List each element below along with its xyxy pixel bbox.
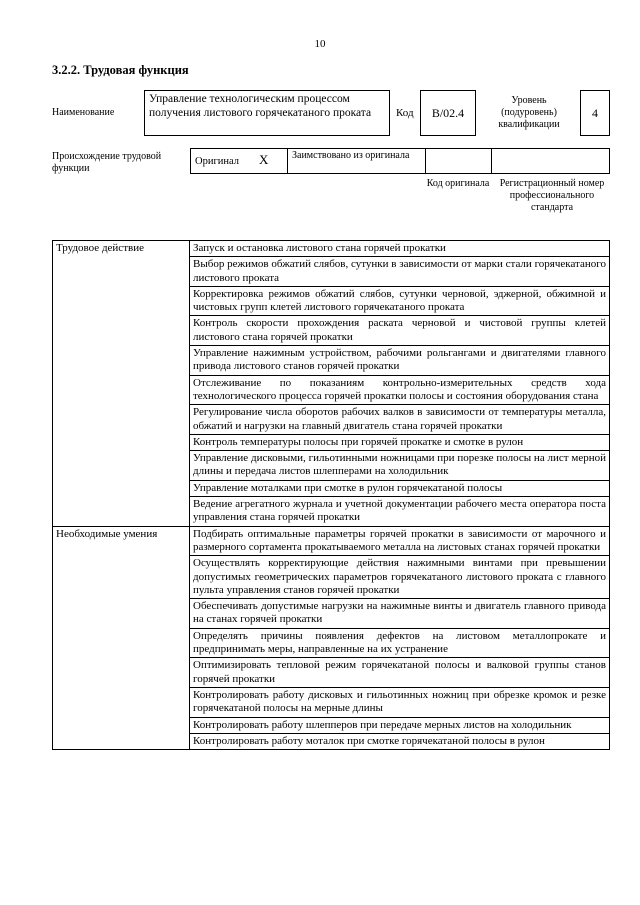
table-cell-item: Подбирать оптимальные параметры горячей прокатки в зависимости от марочного и размерного сортамента прокатываемого металла на листовых станах горячей прокатки: [190, 526, 610, 556]
section-title-required-skills: Необходимые умения: [53, 526, 190, 749]
table-cell-item: Управление дисковыми, гильотинными ножницами при порезке полосы на лист мерной длины и передача листов шлепперами на холодильник: [190, 451, 610, 481]
table-cell-item: Осуществлять корректирующие действия нажимными винтами при превышении допустимых геометрических параметров горячекатаного листового проката с главного пульта управления станов горячей прокатки: [190, 556, 610, 599]
level-value-box: [580, 90, 610, 136]
table-cell-item: Контролировать работу шлепперов при передаче мерных листов на холодильник: [190, 717, 610, 733]
naimenovanie-label: Наименование: [52, 107, 115, 118]
table-cell-item: Контролировать работу моталок при смотке горячекатаной полосы в рулон: [190, 733, 610, 749]
table-cell-item: Оптимизировать тепловой режим горячекатаной полосы и валковой группы станов горячей прокатки: [190, 658, 610, 688]
table-cell-item: Контролировать работу дисковых и гильотинных ножниц при обрезке кромок и резке горячекатаной полосы на мерные длины: [190, 687, 610, 717]
kod-value-box: [420, 90, 476, 136]
table-cell-item: Контроль температуры полосы при горячей прокатке и смотке в рулон: [190, 434, 610, 450]
original-label: Оригинал: [195, 156, 239, 167]
kod-originala-label: Код оригинала: [426, 178, 490, 189]
original-mark: X: [259, 152, 269, 167]
origin-label: Происхождение трудовой функции: [52, 151, 162, 174]
table-cell-item: Корректировка режимов обжатий слябов, сутунки черновой, эджерной, обжимной и чистовых групп клетей листового горячекатаного проката: [190, 286, 610, 316]
level-value: 4: [592, 105, 598, 120]
labor-function-table: [52, 240, 610, 750]
origin-divider-3: [491, 148, 492, 174]
section-heading: 3.2.2. Трудовая функция: [52, 63, 189, 77]
table-cell-item: Запуск и остановка листового стана горячей прокатки: [190, 241, 610, 257]
table-cell-item: Определять причины появления дефектов на листовом металлопрокате и предпринимать меры, направленные на их устранение: [190, 628, 610, 658]
kod-label: Код: [396, 107, 414, 119]
table-cell-item: Регулирование числа оборотов рабочих валков в зависимости от температуры металла, обжатий и нагрузки на главный двигатель стана горячей прокатки: [190, 405, 610, 435]
page-number: 10: [314, 38, 326, 50]
origin-divider-2: [425, 148, 426, 174]
borrowed-label: Заимствовано из оригинала: [292, 150, 410, 161]
function-name-box: [144, 90, 390, 136]
kod-value: B/02.4: [431, 105, 465, 120]
section-title-labor-actions: Трудовое действие: [53, 241, 190, 527]
table-cell-item: Обеспечивать допустимые нагрузки на нажимные винты и двигатель главного привода на станах горячей прокатки: [190, 599, 610, 629]
table-row: [53, 526, 610, 556]
origin-divider-1: [287, 148, 288, 174]
table-cell-item: Контроль скорости прохождения раската черновой и чистовой группы клетей листового стана горячей прокатки: [190, 316, 610, 346]
level-label: Уровень (подуровень) квалификации: [498, 95, 560, 130]
table-cell-item: Управление нажимным устройством, рабочими рольгангами и двигателями главного привода листового станов горячей прокатки: [190, 346, 610, 376]
table-cell-item: Отслеживание по показаниям контрольно-измерительных средств хода технологического процесса горячей прокатки полосы и состояния оборудования стана: [190, 375, 610, 405]
table-cell-item: Выбор режимов обжатий слябов, сутунки в зависимости от марки стали горячекатаного листового проката: [190, 257, 610, 287]
table-row: [53, 241, 610, 257]
reg-number-label: Регистрационный номер профессионального стандарта: [499, 178, 605, 213]
table-cell-item: Ведение агрегатного журнала и учетной документации рабочего места оператора поста управления стана горячей прокатки: [190, 497, 610, 527]
function-name: Управление технологическим процессом получения листового горячекатаного проката: [149, 93, 372, 119]
table-cell-item: Управление моталками при смотке в рулон горячекатаной полосы: [190, 480, 610, 496]
